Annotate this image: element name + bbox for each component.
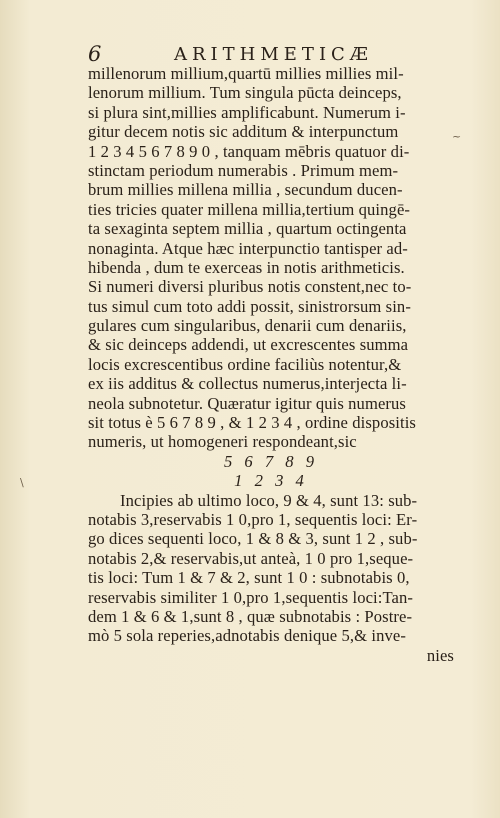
text-line: millenorum millium,quartū millies millies mil- (88, 64, 404, 83)
text-line: & sic deinceps addendi, ut excrescentes summa (88, 335, 409, 355)
text-line: stinctam periodum numerabis . Primum mem- (88, 160, 399, 180)
text-line: neola subnotetur. Quæratur igitur quis numerus (88, 393, 406, 413)
margin-mark: \ (20, 476, 24, 489)
text-line: tus simul cum toto addi possit, sinistrorsum sin- (88, 296, 411, 316)
text-line: 5 6 7 8 9 (223, 451, 319, 471)
text-line: ta sexaginta septem millia , quartum octingenta (88, 219, 407, 239)
text-line: lenorum millium. Tum singula pūcta deinceps, (88, 83, 402, 103)
text-line: brum millies millena millia , secundum ducen- (88, 180, 403, 200)
text-line: tis loci: Tum 1 & 7 & 2, sunt 1 0 : subnotabis 0, (88, 568, 410, 588)
text-line: ex iis additus & collectus numerus,interjecta li- (88, 374, 407, 394)
text-line: Incipies ab ultimo loco, 9 & 4, sunt 13: sub- (120, 490, 418, 510)
text-line: go dices sequenti loco, 1 & 8 & 3, sunt 1 2 , sub- (88, 529, 418, 549)
text-line: nonaginta. Atque hæc interpunctio tantisper ad- (88, 238, 408, 258)
text-line: Si numeri diversi pluribus notis constent,nec to- (88, 277, 412, 297)
text-line: gulares cum singularibus, denarii cum denariis, (88, 316, 407, 336)
text-line: hibenda , dum te exerceas in notis arithmeticis. (88, 257, 405, 277)
text-line: 1 2 3 4 (234, 471, 308, 491)
page-number: 6 (88, 42, 102, 66)
text-line: locis excrescentibus ordine faciliùs notentur,& (88, 354, 402, 374)
text-line: gitur decem notis sic additum & interpunctum (88, 122, 399, 142)
text-line: nies (426, 645, 454, 665)
text-line: ties tricies quater millena millia,tertium quingē- (88, 199, 411, 219)
margin-mark: ~ (452, 130, 462, 143)
text-line: mò 5 sola reperies,adnotabis denique 5,& inve- (88, 626, 406, 646)
text-line: reservabis similiter 1 0,pro 1,sequentis loci:Tan- (88, 587, 414, 607)
running-title: ARITHMETICÆ (174, 44, 373, 65)
text-line: si plura sint,millies amplificabunt. Numerum i- (88, 102, 406, 122)
body-text (88, 64, 454, 665)
text-line: notabis 3,reservabis 1 0,pro 1, sequentis loci: Er- (88, 509, 418, 529)
text-line: 1 2 3 4 5 6 7 8 9 0 , tanquam mēbris quatuor di- (88, 141, 410, 161)
text-line: sit totus è 5 6 7 8 9 , & 1 2 3 4 , ordine dispositis (88, 413, 416, 433)
text-line: notabis 2,& reservabis,ut anteà, 1 0 pro 1,seque- (88, 548, 414, 568)
text-line: numeris, ut homogeneri respondeant,sic (88, 432, 357, 452)
text-line: dem 1 & 6 & 1,sunt 8 , quæ subnotabis : Postre- (88, 606, 413, 626)
